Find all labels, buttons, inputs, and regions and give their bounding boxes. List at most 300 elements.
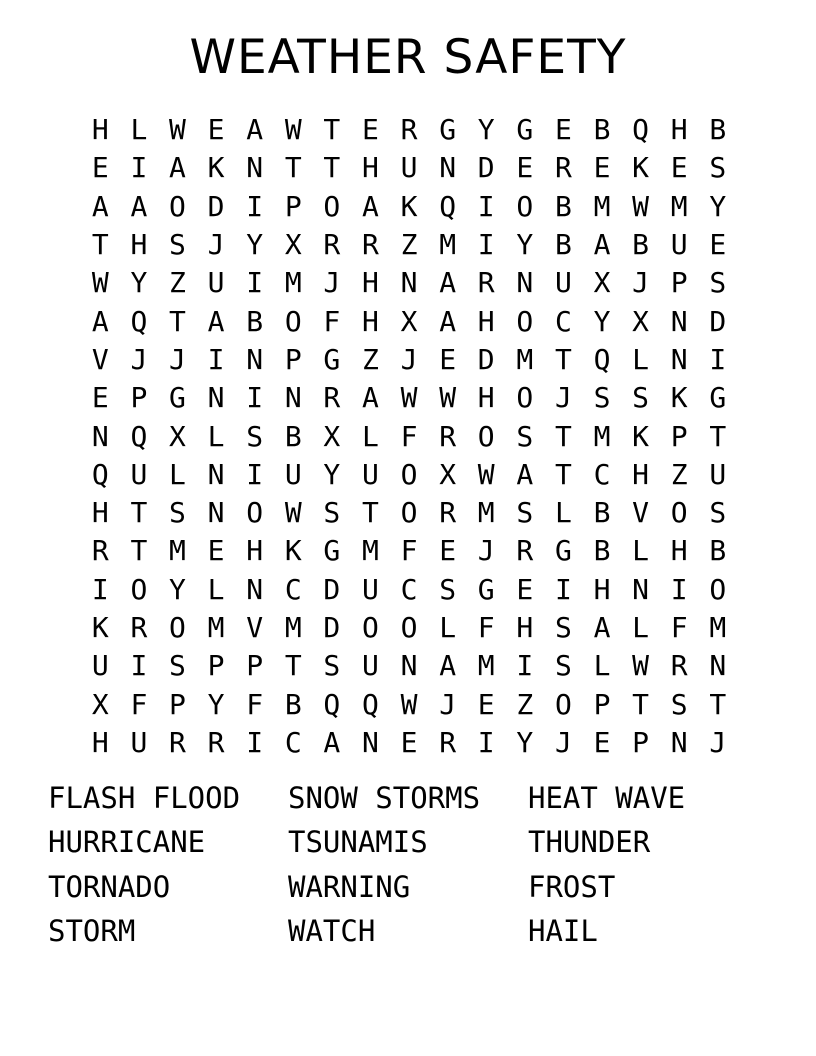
grid-letter: O xyxy=(130,572,148,606)
grid-letter: N xyxy=(400,266,418,300)
grid-letter: J xyxy=(709,725,727,759)
grid-letter: R xyxy=(554,151,572,185)
grid-letter: L xyxy=(632,534,650,568)
grid-letter: A xyxy=(362,189,379,223)
grid-letter: H xyxy=(632,457,650,491)
grid-letter: R xyxy=(439,496,457,530)
word-list-item: HURRICANE xyxy=(48,825,206,860)
grid-letter: B xyxy=(593,113,611,147)
grid-letter: U xyxy=(554,266,572,300)
grid-letter: A xyxy=(169,151,186,185)
grid-letter: B xyxy=(632,228,650,262)
grid-letter: I xyxy=(246,725,264,759)
grid-letter: G xyxy=(554,534,572,568)
grid-letter: K xyxy=(91,611,109,644)
grid-letter: B xyxy=(593,496,611,530)
grid-letter: O xyxy=(516,304,534,338)
grid-letter: Q xyxy=(130,419,148,453)
grid-letter: M xyxy=(670,189,688,223)
grid-letter: O xyxy=(554,687,572,721)
grid-letter: R xyxy=(439,419,457,453)
grid-letter: E xyxy=(207,534,225,568)
grid-letter: L xyxy=(207,572,225,606)
grid-letter: N xyxy=(400,649,418,683)
grid-letter: K xyxy=(670,381,688,415)
grid-letter: E xyxy=(516,572,534,606)
grid-letter: O xyxy=(246,496,264,530)
grid-letter: R xyxy=(516,534,534,568)
grid-letter: B xyxy=(709,113,727,147)
grid-letter: S xyxy=(670,687,688,721)
grid-letter: S xyxy=(593,381,611,415)
grid-letter: X xyxy=(632,304,650,338)
grid-letter: M xyxy=(593,189,611,223)
grid-letter: I xyxy=(477,228,495,262)
grid-letter: K xyxy=(400,189,418,223)
grid-letter: G xyxy=(477,572,495,606)
grid-letter: I xyxy=(670,572,688,606)
grid-letter: H xyxy=(516,611,534,644)
grid-letter: D xyxy=(477,342,495,376)
word-list-item: WATCH xyxy=(288,914,376,949)
grid-letter: S xyxy=(439,572,457,606)
grid-letter: E xyxy=(709,228,727,262)
grid-letter: L xyxy=(207,419,225,453)
grid-letter: R xyxy=(477,266,495,300)
grid-letter: I xyxy=(246,189,264,223)
grid-letter: E xyxy=(516,151,534,185)
grid-letter: O xyxy=(400,457,418,491)
grid-letter: E xyxy=(207,113,225,147)
grid-letter: W xyxy=(400,381,418,415)
grid-letter: V xyxy=(632,496,650,530)
grid-letter: F xyxy=(246,687,264,721)
grid-letter: A xyxy=(323,725,341,759)
grid-letter: D xyxy=(323,611,341,644)
grid-letter: J xyxy=(477,534,495,568)
grid-letter: T xyxy=(284,151,302,185)
grid-letter: N xyxy=(246,151,264,185)
grid-letter: S xyxy=(169,496,186,530)
word-list-item: TSUNAMIS xyxy=(288,825,428,860)
grid-letter: I xyxy=(709,342,727,376)
grid-letter: K xyxy=(632,419,650,453)
grid-letter: I xyxy=(246,266,264,300)
grid-letter: U xyxy=(91,649,109,683)
grid-letter: U xyxy=(207,266,225,300)
word-list-item: HAIL xyxy=(528,914,598,949)
grid-letter: W xyxy=(400,687,418,721)
grid-letter: E xyxy=(91,381,109,415)
grid-letter: L xyxy=(169,457,186,491)
grid-letter: H xyxy=(130,228,148,262)
grid-letter: S xyxy=(323,649,341,683)
grid-letter: S xyxy=(554,649,572,683)
grid-letter: Q xyxy=(323,687,341,721)
grid-letter: S xyxy=(169,649,186,683)
grid-letter: O xyxy=(477,419,495,453)
grid-letter: N xyxy=(362,725,379,759)
grid-letter: X xyxy=(400,304,418,338)
grid-letter: N xyxy=(91,419,109,453)
grid-letter: V xyxy=(91,342,109,376)
grid-letter: Z xyxy=(169,266,186,300)
grid-letter: N xyxy=(670,342,688,376)
grid-letter: J xyxy=(323,266,341,300)
grid-letter: H xyxy=(91,496,109,530)
grid-letter: W xyxy=(632,649,650,683)
grid-letter: W xyxy=(632,189,650,223)
word-list-column xyxy=(288,776,528,953)
grid-letter: T xyxy=(554,419,572,453)
grid-letter: G xyxy=(439,113,457,147)
grid-letter: O xyxy=(362,611,379,644)
grid-letter: O xyxy=(169,611,186,644)
grid-letter: E xyxy=(439,534,457,568)
grid-letter: H xyxy=(362,304,379,338)
grid-letter: S xyxy=(323,496,341,530)
grid-letter: K xyxy=(284,534,302,568)
grid-letter: N xyxy=(284,381,302,415)
grid-letter: P xyxy=(207,649,225,683)
grid-letter: Q xyxy=(593,342,611,376)
grid-letter: I xyxy=(477,725,495,759)
grid-letter: E xyxy=(670,151,688,185)
grid-letter: C xyxy=(554,304,572,338)
grid-letter: Y xyxy=(709,189,727,223)
grid-letter: T xyxy=(709,419,727,453)
grid-letter: W xyxy=(284,496,302,530)
grid-letter: Q xyxy=(362,687,379,721)
grid-letter: T xyxy=(362,496,379,530)
grid-letter: N xyxy=(207,457,225,491)
grid-letter: A xyxy=(362,381,379,415)
grid-letter: L xyxy=(362,419,379,453)
grid-letter: M xyxy=(284,266,302,300)
grid-letter: P xyxy=(284,342,302,376)
grid-letter: M xyxy=(477,496,495,530)
word-list-item: SNOW STORMS xyxy=(288,781,481,816)
grid-letter: Z xyxy=(670,457,688,491)
grid-letter: H xyxy=(362,266,379,300)
word-search-grid xyxy=(81,111,737,762)
grid-letter: I xyxy=(91,572,109,606)
grid-letter: R xyxy=(362,228,379,262)
word-list-item: HEAT WAVE xyxy=(528,781,686,816)
grid-letter: Q xyxy=(130,304,148,338)
grid-letter: U xyxy=(709,457,727,491)
grid-letter: S xyxy=(709,496,727,530)
grid-letter: J xyxy=(632,266,650,300)
grid-letter: S xyxy=(709,266,727,300)
grid-letter: W xyxy=(91,266,109,300)
grid-letter: N xyxy=(207,381,225,415)
grid-letter: S xyxy=(169,228,186,262)
word-list-item: FLASH FLOOD xyxy=(48,781,241,816)
grid-letter: Z xyxy=(516,687,534,721)
grid-letter: D xyxy=(323,572,341,606)
grid-letter: G xyxy=(323,342,341,376)
grid-letter: O xyxy=(670,496,688,530)
grid-letter: I xyxy=(516,649,534,683)
grid-letter: Y xyxy=(169,572,186,606)
grid-letter: T xyxy=(130,534,148,568)
grid-letter: P xyxy=(670,266,688,300)
grid-letter: L xyxy=(439,611,457,644)
word-list-column xyxy=(528,776,768,953)
grid-letter: I xyxy=(554,572,572,606)
grid-letter: O xyxy=(169,189,186,223)
grid-letter: M xyxy=(169,534,186,568)
grid-letter: Y xyxy=(516,725,534,759)
grid-letter: K xyxy=(632,151,650,185)
grid-letter: T xyxy=(632,687,650,721)
grid-letter: H xyxy=(91,725,109,759)
grid-letter: N xyxy=(516,266,534,300)
word-list-item: THUNDER xyxy=(528,825,651,860)
grid-letter: U xyxy=(362,649,379,683)
grid-letter: E xyxy=(554,113,572,147)
grid-letter: U xyxy=(362,457,379,491)
grid-letter: H xyxy=(670,534,688,568)
grid-letter: J xyxy=(207,228,225,262)
grid-letter: T xyxy=(284,649,302,683)
grid-letter: R xyxy=(323,381,341,415)
grid-letter: G xyxy=(323,534,341,568)
grid-letter: O xyxy=(323,189,341,223)
grid-letter: B xyxy=(246,304,264,338)
grid-letter: Z xyxy=(362,342,379,376)
grid-letter: X xyxy=(284,228,302,262)
grid-letter: W xyxy=(284,113,302,147)
grid-letter: V xyxy=(246,611,264,644)
grid-letter: X xyxy=(323,419,341,453)
grid-letter: F xyxy=(400,534,418,568)
grid-letter: F xyxy=(323,304,341,338)
grid-letter: Y xyxy=(593,304,611,338)
grid-letter: I xyxy=(207,342,225,376)
grid-letter: H xyxy=(477,381,495,415)
grid-letter: R xyxy=(670,649,688,683)
grid-letter: C xyxy=(284,725,302,759)
grid-letter: J xyxy=(554,381,572,415)
grid-letter: M xyxy=(439,228,457,262)
grid-letter: I xyxy=(477,189,495,223)
grid-letter: S xyxy=(632,381,650,415)
grid-letter: S xyxy=(709,151,727,185)
grid-letter: H xyxy=(477,304,495,338)
grid-letter: D xyxy=(477,151,495,185)
grid-letter: I xyxy=(246,457,264,491)
grid-letter: A xyxy=(439,649,457,683)
grid-letter: E xyxy=(362,113,379,147)
grid-letter: O xyxy=(516,189,534,223)
word-list-item: STORM xyxy=(48,914,136,949)
grid-letter: X xyxy=(91,687,109,721)
grid-letter: A xyxy=(91,304,109,338)
grid-letter: X xyxy=(593,266,611,300)
grid-letter: I xyxy=(246,381,264,415)
grid-letter: W xyxy=(169,113,186,147)
grid-letter: G xyxy=(516,113,534,147)
grid-letter: C xyxy=(284,572,302,606)
grid-letter: M xyxy=(284,611,302,644)
grid-letter: C xyxy=(593,457,611,491)
grid-letter: Y xyxy=(516,228,534,262)
grid-letter: X xyxy=(439,457,457,491)
grid-letter: J xyxy=(439,687,457,721)
grid-letter: A xyxy=(593,611,611,644)
grid-letter: P xyxy=(593,687,611,721)
grid-letter: H xyxy=(593,572,611,606)
grid-letter: T xyxy=(169,304,186,338)
grid-letter: B xyxy=(709,534,727,568)
grid-letter: M xyxy=(516,342,534,376)
grid-letter: L xyxy=(632,611,650,644)
grid-letter: O xyxy=(516,381,534,415)
grid-letter: R xyxy=(207,725,225,759)
grid-letter: M xyxy=(477,649,495,683)
grid-letter: N xyxy=(709,649,727,683)
grid-letter: O xyxy=(400,611,418,644)
grid-letter: A xyxy=(593,228,611,262)
grid-letter: N xyxy=(670,725,688,759)
grid-letter: E xyxy=(400,725,418,759)
grid-letter: T xyxy=(91,228,109,262)
grid-letter: P xyxy=(670,419,688,453)
grid-letter: P xyxy=(632,725,650,759)
grid-letter: B xyxy=(593,534,611,568)
grid-letter: P xyxy=(169,687,186,721)
grid-letter: R xyxy=(169,725,186,759)
grid-letter: Y xyxy=(477,113,495,147)
grid-letter: U xyxy=(362,572,379,606)
grid-letter: Y xyxy=(323,457,341,491)
grid-letter: X xyxy=(169,419,186,453)
grid-letter: H xyxy=(91,113,109,147)
grid-letter: D xyxy=(709,304,727,338)
grid-letter: F xyxy=(670,611,688,644)
grid-letter: S xyxy=(246,419,264,453)
grid-letter: Q xyxy=(632,113,650,147)
grid-letter: E xyxy=(477,687,495,721)
grid-letter: F xyxy=(477,611,495,644)
grid-letter: N xyxy=(670,304,688,338)
puzzle-title: WEATHER SAFETY xyxy=(189,30,627,85)
grid-letter: E xyxy=(593,151,611,185)
grid-letter: F xyxy=(400,419,418,453)
grid-letter: M xyxy=(207,611,225,644)
grid-letter: N xyxy=(246,342,264,376)
grid-letter: A xyxy=(130,189,148,223)
grid-letter: K xyxy=(207,151,225,185)
grid-letter: E xyxy=(91,151,109,185)
grid-letter: R xyxy=(323,228,341,262)
grid-letter: M xyxy=(593,419,611,453)
grid-letter: A xyxy=(246,113,264,147)
grid-letter: L xyxy=(554,496,572,530)
grid-letter: I xyxy=(130,649,148,683)
grid-letter: C xyxy=(400,572,418,606)
grid-letter: R xyxy=(130,611,148,644)
grid-letter: O xyxy=(400,496,418,530)
grid-letter: Y xyxy=(130,266,148,300)
grid-letter: T xyxy=(323,151,341,185)
grid-letter: B xyxy=(284,419,302,453)
grid-letter: G xyxy=(709,381,727,415)
word-list-item: WARNING xyxy=(288,869,411,904)
grid-letter: U xyxy=(400,151,418,185)
grid-letter: T xyxy=(554,342,572,376)
grid-letter: P xyxy=(284,189,302,223)
grid-letter: N xyxy=(632,572,650,606)
grid-letter: H xyxy=(246,534,264,568)
grid-letter: U xyxy=(130,457,148,491)
grid-letter: J xyxy=(400,342,418,376)
grid-letter: Q xyxy=(439,189,457,223)
grid-letter: H xyxy=(670,113,688,147)
grid-letter: R xyxy=(91,534,109,568)
grid-letter: Y xyxy=(246,228,264,262)
grid-letter: O xyxy=(284,304,302,338)
grid-letter: N xyxy=(246,572,264,606)
grid-letter: A xyxy=(439,304,457,338)
grid-letter: S xyxy=(516,496,534,530)
grid-letter: J xyxy=(169,342,186,376)
grid-letter: B xyxy=(554,189,572,223)
grid-letter: Q xyxy=(91,457,109,491)
grid-letter: W xyxy=(477,457,495,491)
grid-letter: J xyxy=(130,342,148,376)
grid-letter: A xyxy=(516,457,534,491)
grid-letter: R xyxy=(400,113,418,147)
grid-letter: E xyxy=(593,725,611,759)
grid-letter: T xyxy=(130,496,148,530)
word-list-item: TORNADO xyxy=(48,869,171,904)
grid-letter: T xyxy=(323,113,341,147)
grid-letter: A xyxy=(91,189,109,223)
word-list-item: FROST xyxy=(528,869,616,904)
grid-letter: T xyxy=(554,457,572,491)
grid-letter: T xyxy=(709,687,727,721)
grid-letter: M xyxy=(362,534,379,568)
grid-letter: L xyxy=(593,649,611,683)
grid-letter: Y xyxy=(207,687,225,721)
grid-letter: I xyxy=(130,151,148,185)
grid-letter: H xyxy=(362,151,379,185)
grid-letter: D xyxy=(207,189,225,223)
grid-letter: U xyxy=(670,228,688,262)
grid-letter: L xyxy=(130,113,148,147)
grid-letter: E xyxy=(439,342,457,376)
grid-letter: P xyxy=(246,649,264,683)
grid-letter: S xyxy=(554,611,572,644)
grid-letter: S xyxy=(516,419,534,453)
grid-letter: P xyxy=(130,381,148,415)
grid-letter: F xyxy=(130,687,148,721)
grid-letter: N xyxy=(207,496,225,530)
grid-letter: U xyxy=(130,725,148,759)
grid-letter: M xyxy=(709,611,727,644)
grid-letter: J xyxy=(554,725,572,759)
grid-letter: N xyxy=(439,151,457,185)
grid-letter: U xyxy=(284,457,302,491)
grid-letter: W xyxy=(439,381,457,415)
word-list-column xyxy=(48,776,288,953)
grid-letter: L xyxy=(632,342,650,376)
word-list xyxy=(48,776,768,953)
grid-letter: A xyxy=(439,266,457,300)
